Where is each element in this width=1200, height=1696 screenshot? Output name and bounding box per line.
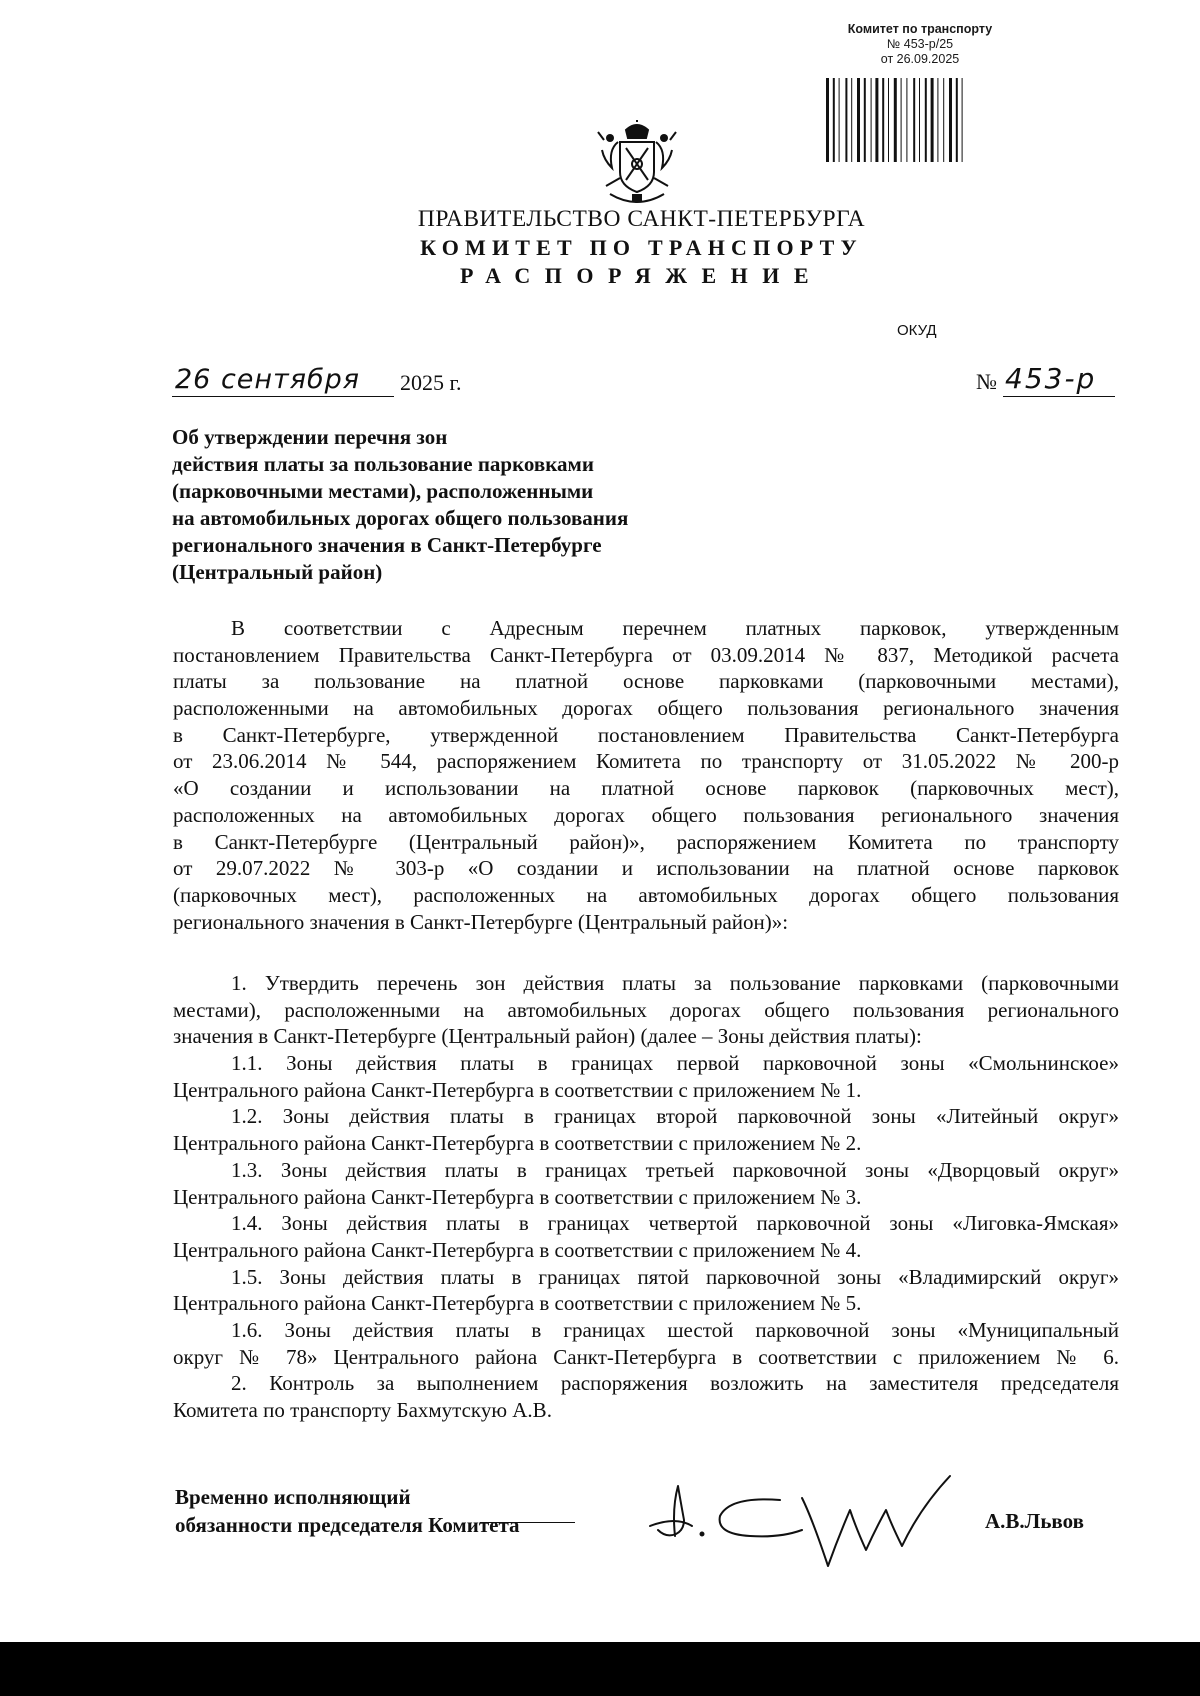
barcode-bar	[943, 78, 944, 162]
basis-line: расположенных на автомобильных дорогах общего пользования регионального значения	[173, 802, 1119, 827]
okud-label: ОКУД	[897, 322, 937, 339]
item-line: 2. Контроль за выполнением распоряжения возложить на заместителя председателя	[231, 1371, 1119, 1396]
coat-of-arms-icon	[596, 120, 678, 206]
date-year: 2025 г.	[400, 370, 462, 395]
basis-line: (парковочных мест), расположенных на автомобильных дорогах общего пользования	[173, 882, 1119, 907]
basis-line: от 29.07.2022 № 303-р «О создании и использовании на платной основе парковок	[173, 856, 1119, 881]
government-title: ПРАВИТЕЛЬСТВО САНКТ-ПЕТЕРБУРГА	[417, 206, 866, 232]
item-line: Центрального района Санкт-Петербурга в соответствии с приложением № 3.	[173, 1184, 862, 1209]
item-line: 1.1. Зоны действия платы в границах первой парковочной зоны «Смольнинское»	[231, 1051, 1119, 1076]
barcode-bar	[857, 78, 860, 162]
basis-line: в Санкт-Петербурге (Центральный район)», распоряжением Комитета по транспорту	[173, 829, 1119, 854]
stamp-number: № 453-р/25	[886, 37, 954, 51]
barcode-bar	[839, 78, 840, 162]
signatory-title-line2	[175, 1511, 520, 1539]
item-line: Комитета по транспорту Бахмутскую А.В.	[173, 1398, 552, 1422]
signatory-title	[175, 1483, 520, 1539]
barcode-bar	[875, 78, 878, 162]
committee-title: КОМИТЕТ ПО ТРАНСПОРТУ	[420, 235, 863, 260]
order-items	[173, 970, 1119, 1424]
document-type: РАСПОРЯЖЕНИЕ	[459, 263, 824, 288]
title-line: регионального значения в Санкт-Петербурге	[172, 533, 602, 557]
basis-line: постановлением Правительства Санкт-Петербурга от 03.09.2014 № 837, Методикой расчета	[173, 642, 1119, 667]
title-line: Об утверждении перечня зон	[172, 425, 448, 449]
document-title	[172, 424, 772, 586]
barcode-bar	[962, 78, 963, 162]
basis-line: в Санкт-Петербурге, утвержденной постановлением Правительства Санкт-Петербурга	[173, 722, 1119, 747]
number-sign: №	[976, 369, 997, 394]
handwritten-signature	[580, 1468, 960, 1578]
item-line: округ № 78» Центрального района Санкт-Петербурга в соответствии с приложением № 6.	[173, 1344, 1119, 1369]
signatory-title-struck: итета	[466, 1513, 520, 1537]
item-line: Центрального района Санкт-Петербурга в соответствии с приложением № 2.	[173, 1131, 862, 1156]
barcode-bar	[956, 78, 958, 162]
signatory-title-main: обязанности председателя Ком	[175, 1513, 467, 1537]
signatory-name: А.В.Львов	[985, 1509, 1084, 1533]
item-line: 1.4. Зоны действия платы в границах четвертой парковочной зоны «Лиговка-Ямская»	[231, 1211, 1119, 1236]
barcode-bar	[931, 78, 934, 162]
stamp-committee: Комитет по транспорту	[847, 22, 993, 36]
barcode-bar	[913, 78, 915, 162]
scan-border-bar	[0, 1642, 1200, 1696]
stamp-date: от 26.09.2025	[880, 52, 960, 66]
item-line: 1.5. Зоны действия платы в границах пятой парковочной зоны «Владимирский округ»	[231, 1264, 1119, 1289]
barcode-bar	[937, 78, 938, 162]
item-line: 1.6. Зоны действия платы в границах шестой парковочной зоны «Муниципальный	[231, 1317, 1119, 1342]
number-underline	[1003, 396, 1115, 397]
barcode-bar	[864, 78, 866, 162]
barcode	[826, 78, 1032, 162]
title-line: (Центральный район)	[172, 560, 383, 584]
item-line: значения в Санкт-Петербурге (Центральный район) (далее – Зоны действия платы):	[173, 1024, 922, 1049]
barcode-bar	[906, 78, 907, 162]
basis-line: от 23.06.2014 № 544, распоряжением Комитета по транспорту от 31.05.2022 № 200-р	[173, 749, 1119, 774]
barcode-bar	[888, 78, 889, 162]
handwritten-date: 26 сентября	[175, 364, 361, 395]
item-line: 1. Утвердить перечень зон действия платы за пользование парковками (парковочными	[231, 971, 1119, 995]
barcode-bar	[919, 78, 920, 162]
basis-line: регионального значения в Санкт-Петербурге (Центральный район)»:	[173, 909, 789, 934]
item-line: 1.2. Зоны действия платы в границах второй парковочной зоны «Литейный округ»	[231, 1104, 1119, 1129]
barcode-bar	[925, 78, 927, 162]
item-line: местами), расположенными на автомобильных дорогах общего пользования регионального	[173, 997, 1119, 1022]
basis-line: «О создании и использовании на платной основе парковок (парковочных мест),	[173, 776, 1119, 801]
basis-line: расположенными на автомобильных дорогах общего пользования регионального значения	[173, 696, 1119, 721]
signature-stroke-line	[480, 1522, 575, 1523]
basis-line: В соответствии с Адресным перечнем платных парковок, утвержденным	[231, 616, 1119, 640]
item-line: Центрального района Санкт-Петербурга в соответствии с приложением № 4.	[173, 1237, 862, 1262]
barcode-bar	[894, 78, 897, 162]
title-line: действия платы за пользование парковками	[172, 452, 594, 476]
date-underline	[172, 396, 394, 397]
title-line: на автомобильных дорогах общего пользования	[172, 506, 629, 530]
item-line: 1.3. Зоны действия платы в границах третьей парковочной зоны «Дворцовый округ»	[231, 1157, 1119, 1182]
barcode-bar	[871, 78, 872, 162]
signatory-title-line1: Временно исполняющий	[175, 1485, 411, 1509]
basis-paragraph	[173, 615, 1119, 935]
basis-line: платы за пользование на платной основе парковками (парковочными местами),	[173, 669, 1119, 694]
barcode-bar	[851, 78, 852, 162]
barcode-bar	[949, 78, 952, 162]
title-line: (парковочными местами), расположенными	[172, 479, 594, 503]
item-line: Центрального района Санкт-Петербурга в соответствии с приложением № 1.	[173, 1077, 862, 1102]
barcode-bar	[826, 78, 829, 162]
item-line: Центрального района Санкт-Петербурга в соответствии с приложением № 5.	[173, 1291, 862, 1316]
handwritten-number: 453-р	[1005, 362, 1097, 395]
barcode-bar	[833, 78, 835, 162]
barcode-bar	[845, 78, 847, 162]
barcode-bar	[901, 78, 902, 162]
barcode-bar	[882, 78, 884, 162]
registration-stamp	[820, 22, 1020, 67]
